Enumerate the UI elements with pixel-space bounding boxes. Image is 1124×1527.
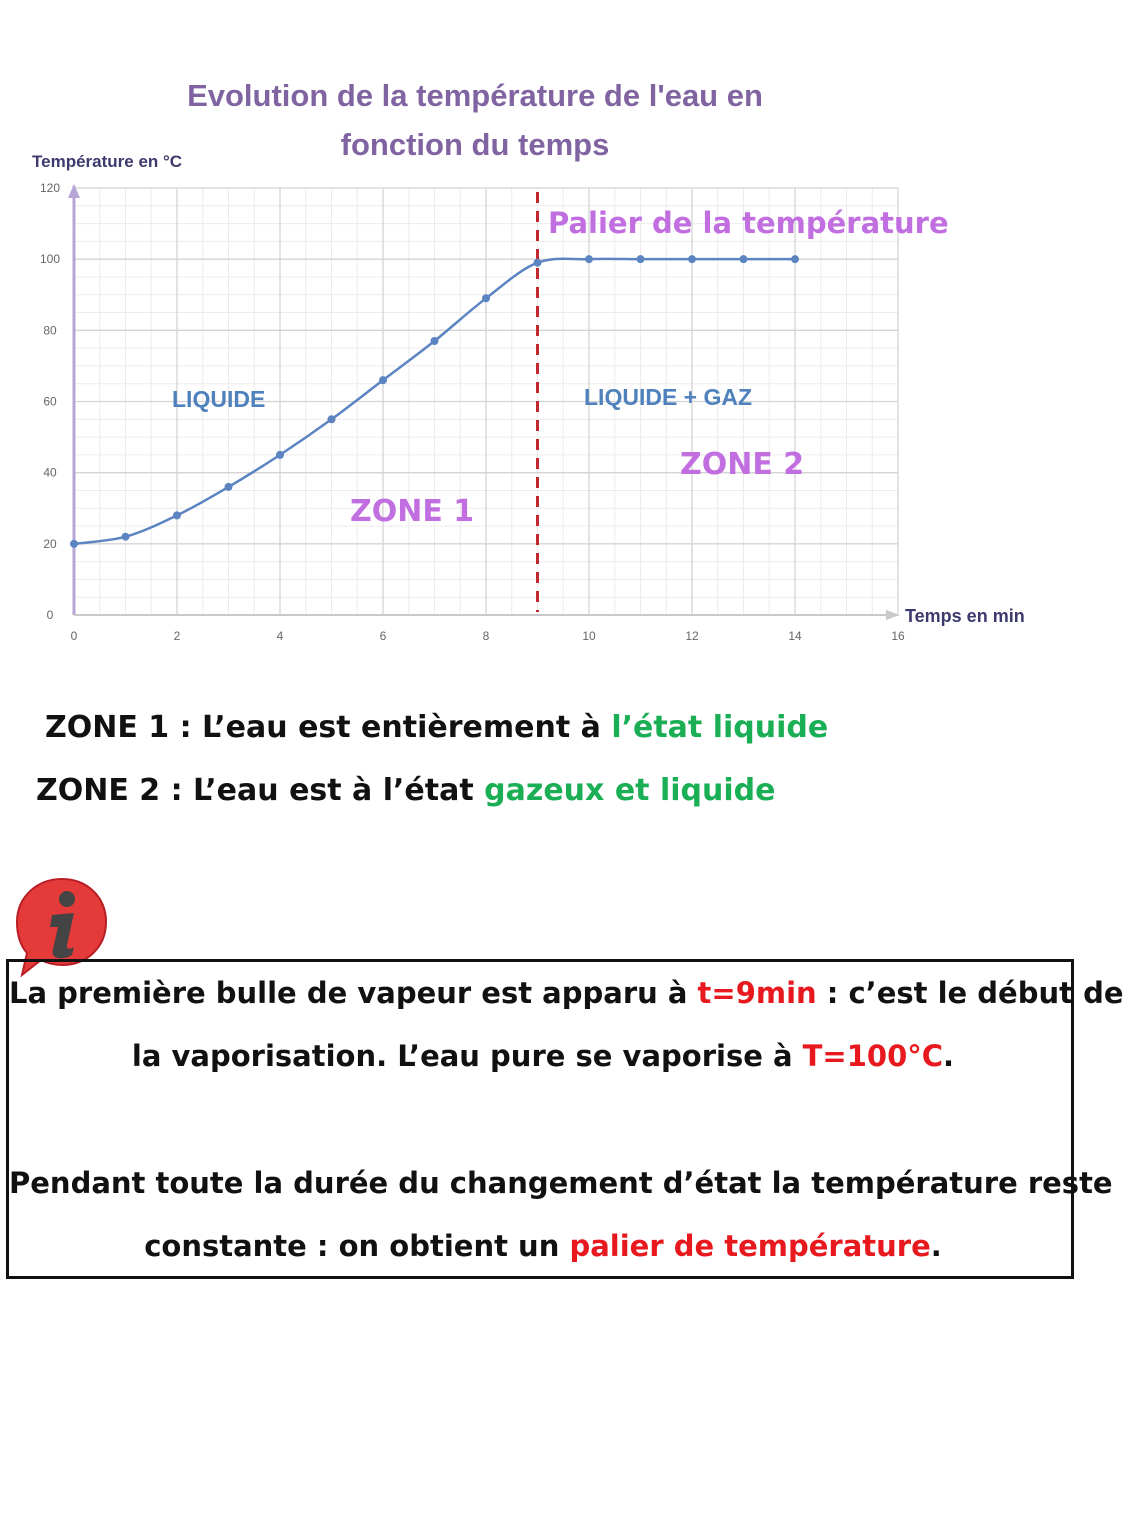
data-point xyxy=(122,533,130,541)
info-line-3: Pendant toute la durée du changement d’état la température reste xyxy=(9,1166,1113,1200)
data-point xyxy=(791,255,799,263)
x-tick-label: 0 xyxy=(70,629,78,643)
annotation-palier: Palier de la température xyxy=(548,206,949,240)
data-point xyxy=(688,255,696,263)
data-point xyxy=(70,540,78,548)
data-point xyxy=(482,294,490,302)
x-tick-label: 2 xyxy=(173,629,181,643)
info-line-4-text-a: constante : on obtient un xyxy=(144,1229,570,1263)
annotation-zone-2: ZONE 2 xyxy=(680,447,805,482)
zone-1-text: ZONE 1 : L’eau est entièrement à xyxy=(45,710,612,745)
x-tick-label: 4 xyxy=(276,629,284,643)
y-tick-labels xyxy=(40,181,60,622)
data-point xyxy=(637,255,645,263)
info-line-2-temperature: T=100°C xyxy=(802,1039,944,1073)
y-axis-arrow xyxy=(68,184,80,198)
data-point xyxy=(431,337,439,345)
y-tick-label: 100 xyxy=(39,252,61,267)
x-tick-labels xyxy=(71,629,905,643)
y-tick-label: 40 xyxy=(43,465,57,480)
info-line-1-text-a: La première bulle de vapeur est apparu à xyxy=(9,976,698,1010)
info-line-2-text-b: . xyxy=(943,1039,955,1073)
info-box xyxy=(6,959,1124,1279)
info-line-4-palier: palier de température xyxy=(569,1229,931,1263)
data-point xyxy=(276,451,284,459)
info-line-1 xyxy=(9,976,1124,1010)
x-tick-label: 6 xyxy=(379,629,387,643)
zone-2-highlight: gazeux et liquide xyxy=(484,773,776,808)
x-axis-label: Temps en min xyxy=(905,606,1025,626)
zone-2-description xyxy=(36,773,775,808)
y-tick-label: 80 xyxy=(43,323,57,338)
x-tick-label: 14 xyxy=(788,629,802,643)
chart-title-line-2: fonction du temps xyxy=(340,127,610,162)
x-tick-label: 12 xyxy=(685,629,699,643)
y-tick-label: 20 xyxy=(43,536,57,551)
data-point xyxy=(740,255,748,263)
x-tick-label: 10 xyxy=(582,629,596,643)
data-point xyxy=(328,415,336,423)
x-tick-label: 16 xyxy=(891,629,905,643)
chart-title-line-1: Evolution de la température de l'eau en xyxy=(187,78,763,113)
info-line-4-text-b: . xyxy=(930,1229,942,1263)
info-line-2-text-a: la vaporisation. L’eau pure se vaporise à xyxy=(131,1039,803,1073)
data-point xyxy=(173,511,181,519)
annotation-zone-1: ZONE 1 xyxy=(350,494,475,529)
temperature-chart xyxy=(0,60,1080,660)
annotation-liquide-gaz: LIQUIDE + GAZ xyxy=(584,384,753,410)
info-line-4 xyxy=(9,1229,1077,1263)
info-line-2 xyxy=(9,1039,1077,1073)
annotation-liquide: LIQUIDE xyxy=(172,386,266,412)
data-point xyxy=(225,483,233,491)
data-point xyxy=(379,376,387,384)
zone-2-text: ZONE 2 : L’eau est à l’état xyxy=(36,773,485,808)
y-tick-label: 60 xyxy=(43,394,57,409)
zone-1-highlight: l’état liquide xyxy=(611,710,829,745)
y-tick-label: 0 xyxy=(46,608,54,622)
zone-1-description xyxy=(45,710,828,745)
data-point xyxy=(585,255,593,263)
y-tick-label: 120 xyxy=(39,181,61,195)
info-line-1-time: t=9min xyxy=(697,976,817,1010)
info-line-1-text-b: : c’est le début de xyxy=(816,976,1124,1010)
data-point xyxy=(534,259,542,267)
y-axis-label: Température en °C xyxy=(32,152,183,171)
x-tick-label: 8 xyxy=(482,629,490,643)
